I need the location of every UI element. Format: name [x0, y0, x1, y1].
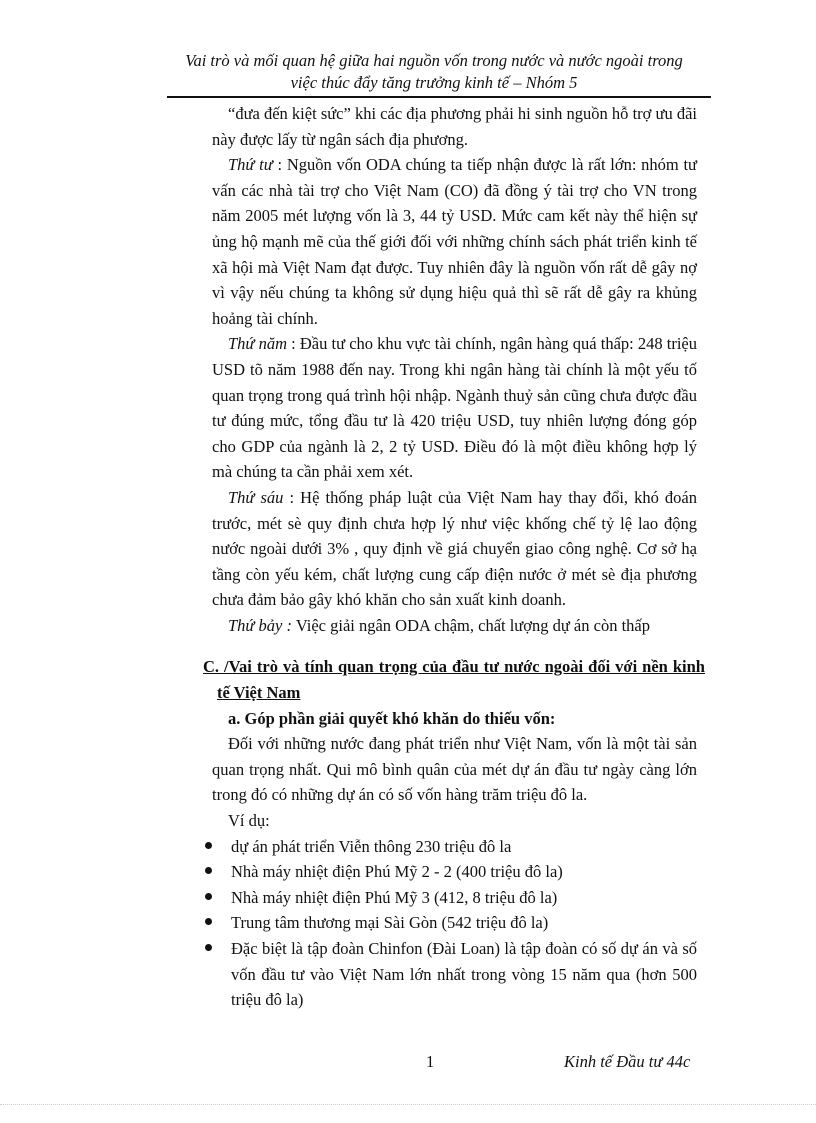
- list-item-text: Trung tâm thương mại Sài Gòn (542 triệu đô la): [231, 913, 549, 933]
- example-label: Ví dụ:: [228, 811, 270, 831]
- list-item: [203, 859, 697, 885]
- page-bottom-border: [0, 1104, 816, 1105]
- paragraph-thu-nam: [212, 331, 697, 485]
- header-line-1: Vai trò và mối quan hệ giữa hai nguồn vốn trong nước và nước ngoài trong: [185, 51, 683, 70]
- bullet-icon: [205, 893, 212, 900]
- bullet-icon: [205, 867, 212, 874]
- list-item-text: Nhà máy nhiệt điện Phú Mỹ 2 - 2 (400 triệu đô la): [231, 862, 563, 882]
- paragraph-text: : Nguồn vốn ODA chúng ta tiếp nhận được là rất lớn: nhóm tư vấn các nhà tài trợ cho Việt Nam (CO) đã đồng ý tài trợ cho VN trong năm 2005 mét lượng vốn là 3, 44 tỷ USD. Mức cam kết này thể hiện sự ủng hộ mạnh mẽ của thế giới đối với những chính sách phát triển kinh tế xã hội mà Việt Nam đạt được. Tuy nhiên đây là nguồn vốn rất dễ gây nợ vì vậy nếu chúng ta không sử dụng hiệu quả thì sẽ rất dễ gây ra khủng hoảng tài chính.: [212, 155, 698, 328]
- list-item: [203, 834, 697, 860]
- paragraph-thu-bay: [212, 613, 697, 639]
- paragraph-thu-tu: [212, 152, 697, 331]
- paragraph-label: Thứ bảy :: [228, 615, 292, 635]
- header-line-2: việc thúc đẩy tăng trưởng kinh tế – Nhóm 5: [290, 73, 578, 92]
- paragraph-label: Thứ năm: [228, 334, 287, 354]
- example-list: [212, 834, 697, 1013]
- list-item-text: Nhà máy nhiệt điện Phú Mỹ 3 (412, 8 triệu đô la): [231, 887, 558, 907]
- bullet-icon: [205, 944, 212, 951]
- paragraph-continuation: “đưa đến kiệt sức” khi các địa phương phải hi sinh nguồn hỗ trợ ưu đãi này được lấy từ ngân sách địa phương.: [212, 104, 697, 149]
- body-text: [203, 101, 705, 1013]
- header-rule: [167, 96, 711, 98]
- paragraph-text: : Đầu tư cho khu vực tài chính, ngân hàng quá thấp: 248 triệu USD tõ năm 1988 đến nay. Trong khi ngân hàng tài chính là một yếu tố quan trọng trong quá trình hội nhập. Ngành thuỷ sản cũng chưa được đầu tư đúng mức, tổng đầu tư là 420 triệu USD, tuy nhiên lượng đóng góp cho GDP của ngành là 2, 2 tỷ USD. Điều đó là một điều không hợp lý mà chúng ta cần phải xem xét.: [212, 334, 698, 482]
- page-number: 1: [426, 1052, 435, 1071]
- paragraph-label: Thứ sáu: [228, 487, 284, 507]
- subsection-heading: a. Góp phần giải quyết khó khăn do thiếu vốn:: [228, 708, 556, 728]
- spacer: [212, 638, 697, 654]
- list-item-text: dự án phát triển Viễn thông 230 triệu đô la: [231, 836, 512, 856]
- section-intro-paragraph: Đối với những nước đang phát triển như Việt Nam, vốn là một tài sản quan trọng nhất. Qui mô bình quân của mét dự án đầu tư ngày càng lớn trong đó có những dự án có số vốn hàng trăm triệu đô la.: [212, 734, 697, 805]
- list-item: [203, 885, 697, 911]
- list-item: [203, 936, 697, 1013]
- paragraph-thu-sau: [212, 485, 697, 613]
- paragraph-text: Việc giải ngân ODA chậm, chất lượng dự án còn thấp: [292, 615, 650, 635]
- paragraph-label: Thứ tư: [228, 155, 273, 175]
- list-item-text: Đặc biệt là tập đoàn Chinfon (Đài Loan) là tập đoàn có số dự án và số vốn đầu tư vào Việt Nam lớn nhất trong vòng 15 năm qua (hơn 500 triệu đô la): [231, 939, 697, 1010]
- bullet-icon: [205, 918, 212, 925]
- list-item: [203, 910, 697, 936]
- running-header: [160, 50, 708, 94]
- paragraph-text: : Hệ thống pháp luật của Việt Nam hay thay đổi, khó đoán trước, mét sè quy định chưa hợp lý như việc khống chế tỷ lệ lao động nước ngoài dưới 3% , quy định về giá chuyển giao công nghệ. Cơ sở hạ tầng còn yếu kém, chất lượng cung cấp điện nước ở mét sè địa phương chưa đảm bảo gây khó khăn cho sản xuất kinh doanh.: [212, 487, 698, 610]
- bullet-icon: [205, 842, 212, 849]
- section-heading: C. /Vai trò và tính quan trọng của đầu tư nước ngoài đối với nền kinh tế Việt Nam: [203, 657, 705, 703]
- footer-course-label: Kinh tế Đầu tư 44c: [564, 1052, 691, 1071]
